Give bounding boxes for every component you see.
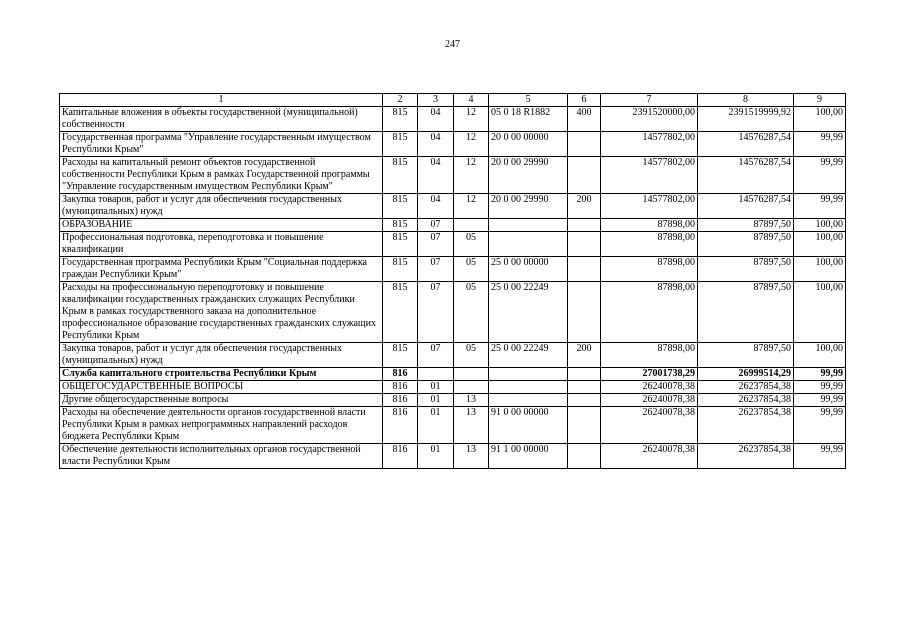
expense-type-cell xyxy=(568,282,601,343)
subsection-code-cell xyxy=(454,368,489,381)
executed-amount-cell: 87897,50 xyxy=(698,232,794,257)
table-row xyxy=(60,219,846,232)
section-code-cell: 07 xyxy=(418,219,454,232)
ministry-code-cell: 815 xyxy=(383,257,418,282)
executed-amount-cell: 14576287,54 xyxy=(698,194,794,219)
ministry-code-cell: 816 xyxy=(383,368,418,381)
ministry-code-cell: 815 xyxy=(383,194,418,219)
expense-type-cell xyxy=(568,157,601,194)
executed-amount-cell: 26237854,38 xyxy=(698,381,794,394)
target-article-cell: 05 0 18 R1882 xyxy=(489,107,568,132)
table-header xyxy=(60,94,846,107)
approved-amount-cell: 27001738,29 xyxy=(601,368,698,381)
ministry-code-cell: 815 xyxy=(383,282,418,343)
section-code-cell: 07 xyxy=(418,343,454,368)
executed-amount-cell: 26237854,38 xyxy=(698,407,794,444)
execution-percent-cell: 99,99 xyxy=(794,444,846,469)
ministry-code-cell: 815 xyxy=(383,107,418,132)
execution-percent-cell: 100,00 xyxy=(794,343,846,368)
executed-amount-cell: 87897,50 xyxy=(698,282,794,343)
table-row xyxy=(60,368,846,381)
expense-name-cell: Закупка товаров, работ и услуг для обеспечения государственных (муниципальных) нужд xyxy=(60,343,383,368)
approved-amount-cell: 87898,00 xyxy=(601,219,698,232)
execution-percent-cell: 99,99 xyxy=(794,407,846,444)
section-code-cell xyxy=(418,368,454,381)
expense-name-cell: Расходы на профессиональную переподготовку и повышение квалификации государственных гражданских служащих Республики Крым в рамках государственного заказа на дополнительное профессиональное образование государственных гражданских служащих Республики Крым xyxy=(60,282,383,343)
approved-amount-cell: 26240078,38 xyxy=(601,394,698,407)
execution-percent-cell: 99,99 xyxy=(794,381,846,394)
executed-amount-cell: 2391519999,92 xyxy=(698,107,794,132)
column-number: 9 xyxy=(794,94,846,107)
expense-name-cell: Капитальные вложения в объекты государственной (муниципальной) собственности xyxy=(60,107,383,132)
executed-amount-cell: 87897,50 xyxy=(698,219,794,232)
subsection-code-cell: 05 xyxy=(454,282,489,343)
subsection-code-cell xyxy=(454,381,489,394)
section-code-cell: 01 xyxy=(418,394,454,407)
ministry-code-cell: 816 xyxy=(383,407,418,444)
ministry-code-cell: 815 xyxy=(383,343,418,368)
expense-type-cell xyxy=(568,407,601,444)
subsection-code-cell: 13 xyxy=(454,394,489,407)
column-number: 1 xyxy=(60,94,383,107)
expense-type-cell xyxy=(568,257,601,282)
target-article-cell: 91 0 00 00000 xyxy=(489,407,568,444)
ministry-code-cell: 816 xyxy=(383,394,418,407)
execution-percent-cell: 99,99 xyxy=(794,394,846,407)
table-body xyxy=(60,107,846,469)
approved-amount-cell: 14577802,00 xyxy=(601,194,698,219)
approved-amount-cell: 87898,00 xyxy=(601,257,698,282)
subsection-code-cell: 12 xyxy=(454,132,489,157)
expense-name-cell: Расходы на капитальный ремонт объектов государственной собственности Республики Крым в рамках Государственной программы "Управление государственным имуществом Республики Крым" xyxy=(60,157,383,194)
ministry-code-cell: 815 xyxy=(383,157,418,194)
table-row xyxy=(60,444,846,469)
expense-name-cell: ОБРАЗОВАНИЕ xyxy=(60,219,383,232)
subsection-code-cell: 12 xyxy=(454,107,489,132)
ministry-code-cell: 815 xyxy=(383,132,418,157)
ministry-code-cell: 815 xyxy=(383,219,418,232)
expense-type-cell: 400 xyxy=(568,107,601,132)
subsection-code-cell: 13 xyxy=(454,444,489,469)
subsection-code-cell: 12 xyxy=(454,157,489,194)
executed-amount-cell: 87897,50 xyxy=(698,343,794,368)
expense-type-cell xyxy=(568,132,601,157)
column-number: 6 xyxy=(568,94,601,107)
expense-type-cell xyxy=(568,232,601,257)
section-code-cell: 01 xyxy=(418,381,454,394)
expense-type-cell xyxy=(568,444,601,469)
expense-name-cell: Государственная программа Республики Крым "Социальная поддержка граждан Республики Крым" xyxy=(60,257,383,282)
column-number: 2 xyxy=(383,94,418,107)
target-article-cell xyxy=(489,219,568,232)
table-row xyxy=(60,257,846,282)
expense-type-cell xyxy=(568,368,601,381)
budget-table xyxy=(59,93,846,469)
section-code-cell: 04 xyxy=(418,132,454,157)
target-article-cell: 91 1 00 00000 xyxy=(489,444,568,469)
approved-amount-cell: 87898,00 xyxy=(601,282,698,343)
table-row xyxy=(60,282,846,343)
section-code-cell: 01 xyxy=(418,407,454,444)
table-row xyxy=(60,381,846,394)
target-article-cell: 20 0 00 29990 xyxy=(489,194,568,219)
target-article-cell: 25 0 00 00000 xyxy=(489,257,568,282)
table-row xyxy=(60,132,846,157)
expense-type-cell: 200 xyxy=(568,343,601,368)
column-number: 7 xyxy=(601,94,698,107)
section-code-cell: 04 xyxy=(418,157,454,194)
expense-type-cell: 200 xyxy=(568,194,601,219)
target-article-cell: 20 0 00 29990 xyxy=(489,157,568,194)
section-code-cell: 04 xyxy=(418,107,454,132)
approved-amount-cell: 2391520000,00 xyxy=(601,107,698,132)
approved-amount-cell: 87898,00 xyxy=(601,343,698,368)
approved-amount-cell: 87898,00 xyxy=(601,232,698,257)
subsection-code-cell: 12 xyxy=(454,194,489,219)
approved-amount-cell: 26240078,38 xyxy=(601,381,698,394)
subsection-code-cell: 05 xyxy=(454,343,489,368)
execution-percent-cell: 100,00 xyxy=(794,107,846,132)
section-code-cell: 07 xyxy=(418,232,454,257)
expense-type-cell xyxy=(568,219,601,232)
target-article-cell xyxy=(489,394,568,407)
expense-name-cell: Профессиональная подготовка, переподготовка и повышение квалификации xyxy=(60,232,383,257)
expense-name-cell: Государственная программа "Управление государственным имуществом Республики Крым" xyxy=(60,132,383,157)
table-row xyxy=(60,194,846,219)
execution-percent-cell: 99,99 xyxy=(794,368,846,381)
execution-percent-cell: 100,00 xyxy=(794,257,846,282)
target-article-cell xyxy=(489,368,568,381)
expense-type-cell xyxy=(568,394,601,407)
column-number: 3 xyxy=(418,94,454,107)
expense-name-cell: Обеспечение деятельности исполнительных органов государственной власти Республики Крым xyxy=(60,444,383,469)
subsection-code-cell: 05 xyxy=(454,232,489,257)
section-code-cell: 07 xyxy=(418,282,454,343)
ministry-code-cell: 816 xyxy=(383,381,418,394)
executed-amount-cell: 26237854,38 xyxy=(698,394,794,407)
executed-amount-cell: 26999514,29 xyxy=(698,368,794,381)
table-row xyxy=(60,232,846,257)
column-number: 4 xyxy=(454,94,489,107)
target-article-cell: 25 0 00 22249 xyxy=(489,343,568,368)
approved-amount-cell: 26240078,38 xyxy=(601,444,698,469)
ministry-code-cell: 816 xyxy=(383,444,418,469)
execution-percent-cell: 99,99 xyxy=(794,157,846,194)
table-row xyxy=(60,343,846,368)
executed-amount-cell: 26237854,38 xyxy=(698,444,794,469)
table-row xyxy=(60,407,846,444)
approved-amount-cell: 14577802,00 xyxy=(601,132,698,157)
subsection-code-cell: 05 xyxy=(454,257,489,282)
expense-name-cell: Другие общегосударственные вопросы xyxy=(60,394,383,407)
subsection-code-cell: 13 xyxy=(454,407,489,444)
executed-amount-cell: 87897,50 xyxy=(698,257,794,282)
execution-percent-cell: 100,00 xyxy=(794,219,846,232)
approved-amount-cell: 14577802,00 xyxy=(601,157,698,194)
execution-percent-cell: 99,99 xyxy=(794,132,846,157)
table-row xyxy=(60,157,846,194)
subsection-code-cell xyxy=(454,219,489,232)
expense-name-cell: Расходы на обеспечение деятельности органов государственной власти Республики Крым в рамках непрограммных направлений расходов бюджета Республики Крым xyxy=(60,407,383,444)
execution-percent-cell: 100,00 xyxy=(794,282,846,343)
expense-type-cell xyxy=(568,381,601,394)
execution-percent-cell: 100,00 xyxy=(794,232,846,257)
target-article-cell: 25 0 00 22249 xyxy=(489,282,568,343)
column-number: 5 xyxy=(489,94,568,107)
approved-amount-cell: 26240078,38 xyxy=(601,407,698,444)
table-row xyxy=(60,394,846,407)
section-code-cell: 01 xyxy=(418,444,454,469)
section-code-cell: 04 xyxy=(418,194,454,219)
table-row xyxy=(60,107,846,132)
target-article-cell: 20 0 00 00000 xyxy=(489,132,568,157)
execution-percent-cell: 99,99 xyxy=(794,194,846,219)
section-code-cell: 07 xyxy=(418,257,454,282)
ministry-code-cell: 815 xyxy=(383,232,418,257)
target-article-cell xyxy=(489,381,568,394)
column-number-row xyxy=(60,94,846,107)
page-number: 247 xyxy=(445,39,460,50)
target-article-cell xyxy=(489,232,568,257)
expense-name-cell: ОБЩЕГОСУДАРСТВЕННЫЕ ВОПРОСЫ xyxy=(60,381,383,394)
column-number: 8 xyxy=(698,94,794,107)
executed-amount-cell: 14576287,54 xyxy=(698,157,794,194)
expense-name-cell: Служба капитального строительства Республики Крым xyxy=(60,368,383,381)
expense-name-cell: Закупка товаров, работ и услуг для обеспечения государственных (муниципальных) нужд xyxy=(60,194,383,219)
executed-amount-cell: 14576287,54 xyxy=(698,132,794,157)
